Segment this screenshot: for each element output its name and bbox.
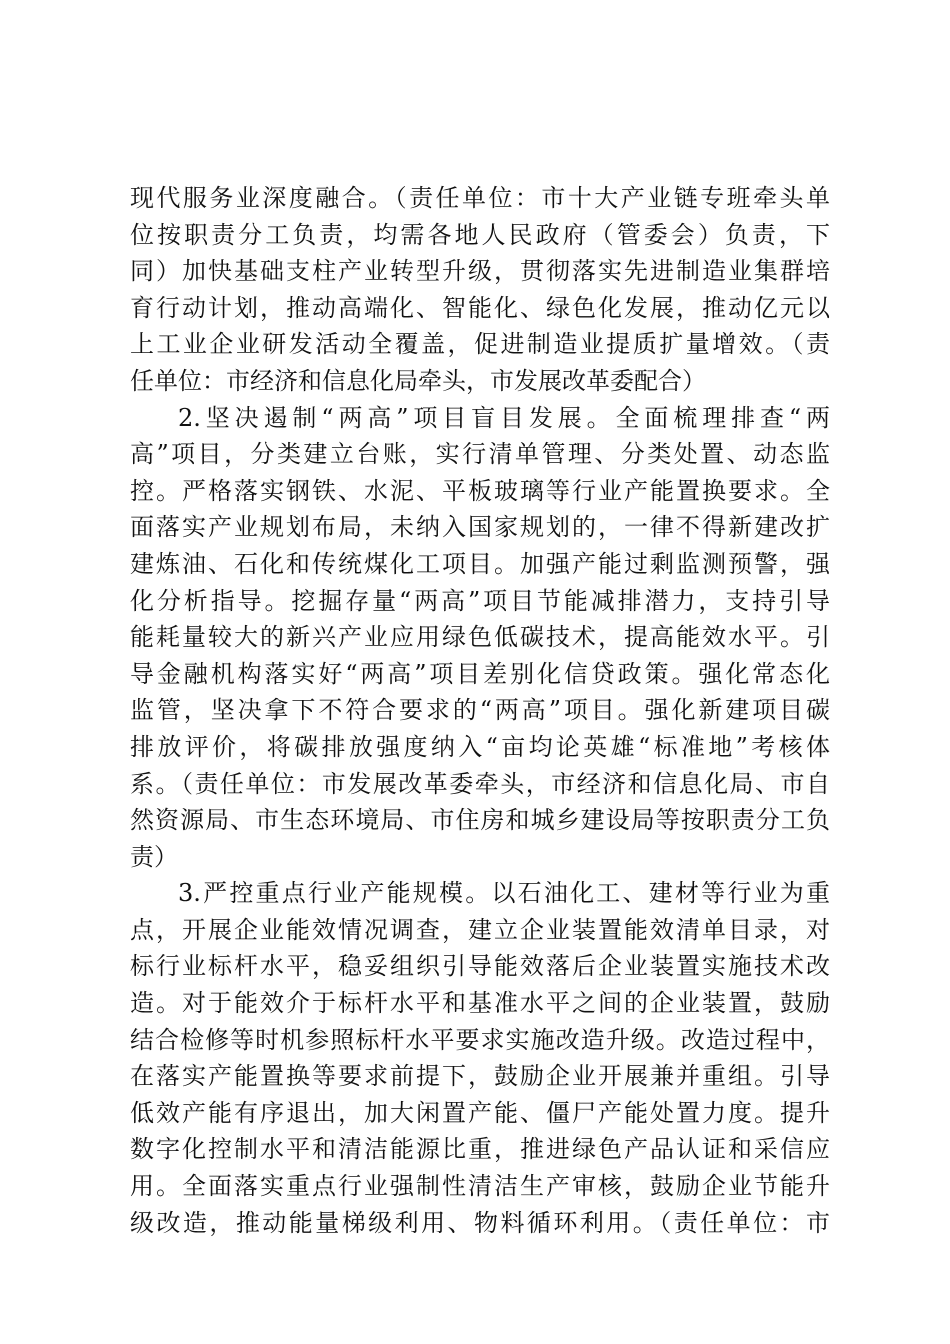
text-line: 面落实产业规划布局，未纳入国家规划的，一律不得新建改扩 [130, 513, 830, 542]
text-line: 排放评价，将碳排放强度纳入“亩均论英雄“标准地”考核体 [130, 732, 830, 761]
text-line: 低效产能有序退出，加大闲置产能、僵尸产能处置力度。提升 [130, 1098, 830, 1127]
text-line: 点，开展企业能效情况调查，建立企业装置能效清单目录，对 [130, 915, 830, 944]
text-line: 造。对于能效介于标杆水平和基准水平之间的企业装置，鼓励 [130, 989, 830, 1018]
document-body [130, 180, 830, 1241]
text-line: 数字化控制水平和清洁能源比重，推进绿色产品认证和采信应 [130, 1135, 830, 1164]
text-line: 责） [130, 842, 178, 871]
text-line: 然资源局、市生态环境局、市住房和城乡建设局等按职责分工负 [130, 806, 830, 835]
text-line: 控。严格落实钢铁、水泥、平板玻璃等行业产能置换要求。全 [130, 476, 830, 505]
paragraph-heading-2: 2.坚决遏制“两高”项目盲目发展。全面梳理排查“两 [178, 403, 830, 432]
text-line: 建炼油、石化和传统煤化工项目。加强产能过剩监测预警，强 [130, 549, 830, 578]
text-line: 任单位：市经济和信息化局牵头，市发展改革委配合） [130, 366, 706, 395]
text-line: 系。（责任单位：市发展改革委牵头，市经济和信息化局、市自 [130, 769, 830, 798]
text-line: 高”项目，分类建立台账，实行清单管理、分类处置、动态监 [130, 440, 830, 469]
text-line: 育行动计划，推动高端化、智能化、绿色化发展，推动亿元以 [130, 293, 830, 322]
text-line: 位按职责分工负责，均需各地人民政府（管委会）负责，下 [130, 220, 830, 249]
text-line: 导金融机构落实好“两高”项目差别化信贷政策。强化常态化 [130, 659, 830, 688]
text-line: 化分析指导。挖掘存量“两高”项目节能减排潜力，支持引导 [130, 586, 830, 615]
text-line: 能耗量较大的新兴产业应用绿色低碳技术，提高能效水平。引 [130, 623, 830, 652]
paragraph-heading-3: 3.严控重点行业产能规模。以石油化工、建材等行业为重 [178, 879, 830, 908]
text-line: 监管，坚决拿下不符合要求的“两高”项目。强化新建项目碳 [130, 696, 830, 725]
text-line: 同）加快基础支柱产业转型升级，贯彻落实先进制造业集群培 [130, 257, 830, 286]
text-line: 上工业企业研发活动全覆盖，促进制造业提质扩量增效。（责 [130, 330, 830, 359]
text-line: 标行业标杆水平，稳妥组织引导能效落后企业装置实施技术改 [130, 952, 830, 981]
text-line: 在落实产能置换等要求前提下，鼓励企业开展兼并重组。引导 [130, 1062, 830, 1091]
text-line: 级改造，推动能量梯级利用、物料循环利用。（责任单位：市 [130, 1208, 830, 1237]
text-line: 用。全面落实重点行业强制性清洁生产审核，鼓励企业节能升 [130, 1172, 830, 1201]
text-line: 结合检修等时机参照标杆水平要求实施改造升级。改造过程中， [130, 1025, 830, 1054]
text-line: 现代服务业深度融合。（责任单位：市十大产业链专班牵头单 [130, 184, 830, 212]
